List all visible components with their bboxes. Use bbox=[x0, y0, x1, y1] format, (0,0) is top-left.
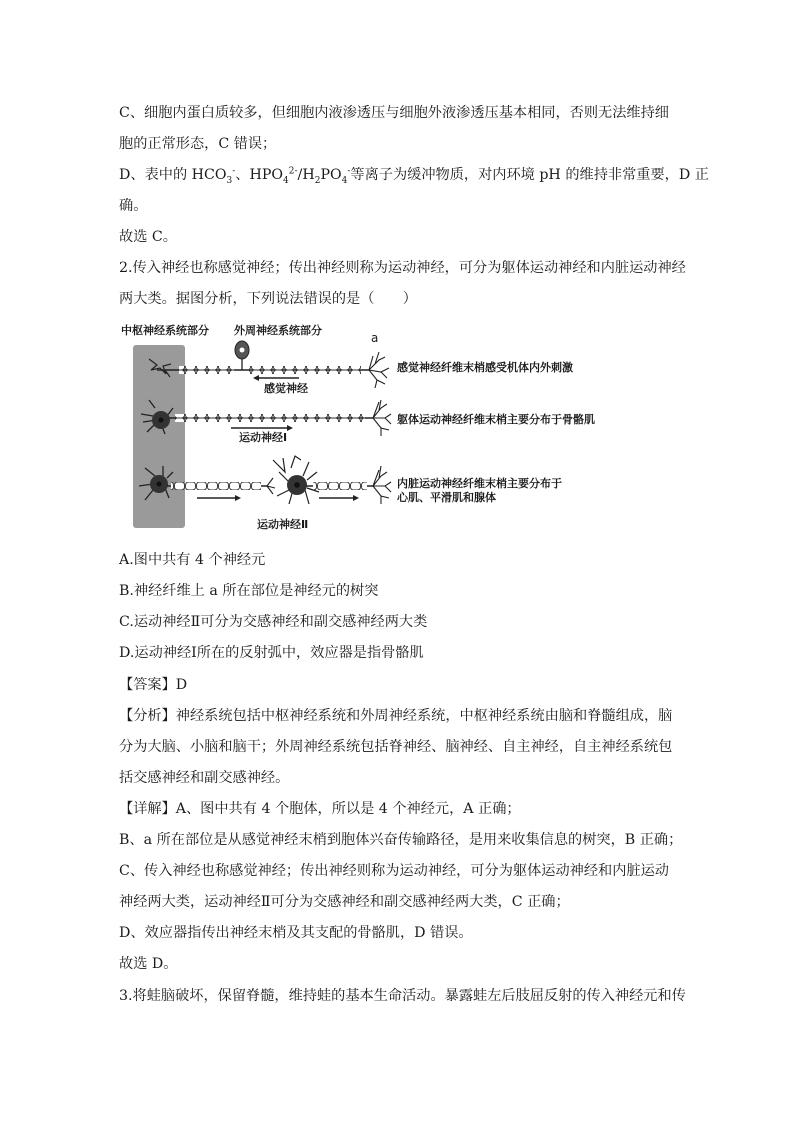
somatic-motor-neuron bbox=[141, 400, 595, 444]
analysis-line: 括交感神经和副交感神经。 bbox=[119, 770, 290, 786]
formula-sub: 4 bbox=[341, 175, 348, 186]
analysis-line: 分为大脑、小脑和脑干；外周神经系统包括脊神经、脑神经、自主神经，自主神经系统包 bbox=[119, 739, 673, 755]
option-a: A.图中共有 4 个神经元 bbox=[119, 552, 266, 568]
formula-sub: 2 bbox=[314, 175, 321, 186]
answer-line: 【答案】D bbox=[119, 677, 188, 693]
formula-sub: 4 bbox=[283, 175, 289, 186]
option-b: B.神经纤维上 a 所在部位是神经元的树突 bbox=[119, 583, 379, 599]
motor-nerve-1-label: 运动神经Ⅰ bbox=[239, 431, 288, 444]
formula-sup: - bbox=[232, 166, 236, 177]
somatic-ending-label: 躯体运动神经纤维末梢主要分布于骨骼肌 bbox=[397, 413, 595, 426]
explanation-line: D、效应器指传出神经末梢及其支配的骨骼肌，D 错误。 bbox=[119, 925, 473, 941]
formula-sub: 3 bbox=[226, 175, 233, 186]
formula-sup: 2- bbox=[288, 166, 298, 177]
formula-line bbox=[119, 165, 709, 185]
explanation-line: C、传入神经也称感觉神经；传出神经则称为运动神经，可分为躯体运动神经和内脏运动 bbox=[119, 863, 669, 879]
text-line: 故选 C。 bbox=[119, 229, 177, 245]
conclusion-line: 故选 D。 bbox=[119, 956, 178, 972]
analysis-line: 【分析】神经系统包括中枢神经系统和外周神经系统，中枢神经系统由脑和脊髓组成，脑 bbox=[119, 708, 673, 724]
central-label: 中枢神经系统部分 bbox=[121, 324, 209, 337]
sensory-ending-label: 感觉神经纤维末梢感受机体内外刺激 bbox=[397, 361, 573, 374]
text-line: C、细胞内蛋白质较多，但细胞内液渗透压与细胞外液渗透压基本相同，否则无法维持细 bbox=[119, 105, 669, 121]
text-line: 胞的正常形态，C 错误； bbox=[119, 136, 277, 152]
nervous-system-figure bbox=[119, 322, 639, 532]
formula-mid: 、HPO bbox=[235, 167, 284, 183]
visceral-ending-label-1: 内脏运动神经纤维末梢主要分布于 bbox=[397, 477, 562, 490]
formula-mid: PO bbox=[320, 167, 342, 183]
formula-sup: - bbox=[347, 166, 351, 177]
option-c: C.运动神经Ⅱ可分为交感神经和副交感神经两大类 bbox=[119, 614, 428, 630]
formula-mid: /H bbox=[297, 167, 315, 183]
question-line: 3.将蛙脑破坏，保留脊髓，维持蛙的基本生命活动。暴露蛙左后肢屈反射的传入神经元和传 bbox=[119, 988, 686, 1004]
motor-nerve-2-label: 运动神经Ⅱ bbox=[257, 518, 309, 531]
sensory-nerve-label: 感觉神经 bbox=[264, 382, 308, 395]
explanation-line: 【详解】A、图中共有 4 个胞体，所以是 4 个神经元，A 正确； bbox=[119, 801, 521, 817]
visceral-ending-label-2: 心肌、平滑肌和腺体 bbox=[397, 491, 496, 504]
text-line: 确。 bbox=[119, 198, 148, 214]
point-a-label: a bbox=[371, 331, 379, 345]
question-line: 两大类。据图分析，下列说法错误的是（ ） bbox=[119, 291, 417, 307]
formula-pre: D、表中的 HCO bbox=[119, 167, 227, 183]
visceral-motor-neurons bbox=[139, 456, 562, 531]
question-line: 2.传入神经也称感觉神经；传出神经则称为运动神经，可分为躯体运动神经和内脏运动神经 bbox=[119, 260, 686, 276]
central-nervous-panel bbox=[133, 345, 185, 528]
sensory-neuron bbox=[149, 341, 573, 395]
peripheral-label: 外周神经系统部分 bbox=[234, 324, 322, 337]
formula-post: 等离子为缓冲物质，对内环境 pH 的维持非常重要，D 正 bbox=[350, 167, 709, 183]
option-d: D.运动神经Ⅰ所在的反射弧中，效应器是指骨骼肌 bbox=[119, 645, 424, 661]
explanation-line: B、a 所在部位是从感觉神经末梢到胞体兴奋传输路径，是用来收集信息的树突，B 正确； bbox=[119, 832, 683, 848]
explanation-line: 神经两大类，运动神经Ⅱ可分为交感神经和副交感神经两大类，C 正确； bbox=[119, 894, 570, 910]
